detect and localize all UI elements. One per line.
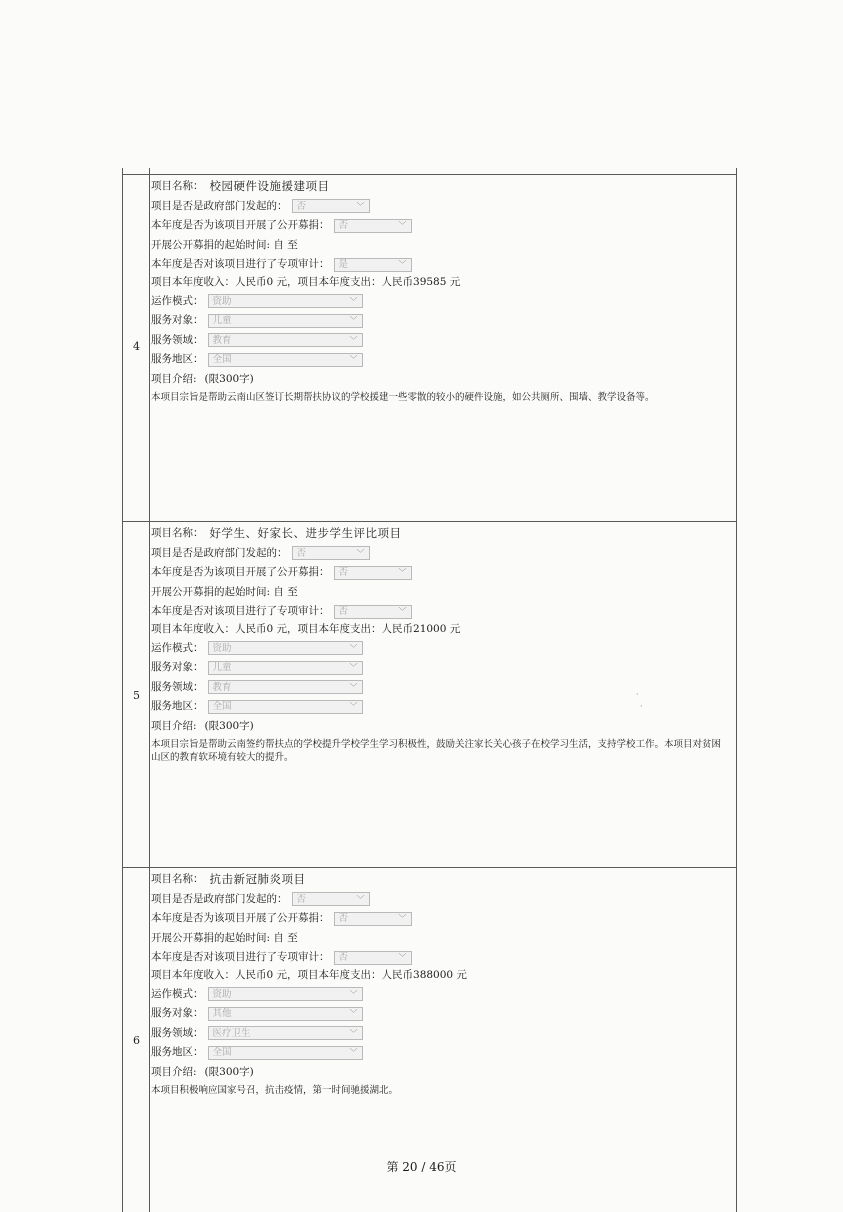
mode-row	[151, 985, 735, 1005]
public-raise-select[interactable]	[334, 219, 412, 233]
table-left-border	[122, 168, 123, 1212]
audit-select[interactable]	[334, 951, 412, 965]
public-raise-label: 本年度是否为该项目开展了公开募捐：	[151, 566, 330, 578]
project-block	[151, 870, 735, 1097]
audit-select[interactable]	[334, 258, 412, 272]
target-value: 其他	[212, 1008, 232, 1019]
gov-initiated-row	[151, 544, 735, 564]
project-name-label: 项目名称：	[151, 527, 204, 539]
chevron-down-icon: ﹀	[349, 296, 358, 306]
chevron-down-icon: ﹀	[349, 335, 358, 345]
audit-value: 是	[338, 259, 349, 270]
project-name-label: 项目名称：	[151, 873, 204, 885]
gov-initiated-label: 项目是否是政府部门发起的：	[151, 546, 288, 559]
audit-label: 本年度是否对该项目进行了专项审计：	[151, 605, 330, 617]
project-name-value: 好学生、好家长、进步学生评比项目	[209, 526, 402, 540]
intro-limit: (限300字)	[204, 372, 254, 385]
intro-label: 项目介绍:	[151, 372, 197, 385]
table-row-divider	[122, 867, 737, 868]
audit-value: 否	[338, 952, 349, 963]
project-block	[151, 177, 735, 404]
region-value: 全国	[212, 1047, 232, 1058]
gov-initiated-label: 项目是否是政府部门发起的：	[151, 199, 288, 212]
mode-value: 资助	[212, 295, 232, 307]
chevron-down-icon: ﹀	[349, 1048, 358, 1057]
mode-select[interactable]	[208, 294, 363, 308]
public-raise-row	[151, 909, 735, 929]
project-name-value: 抗击新冠肺炎项目	[209, 872, 306, 886]
gov-initiated-value: 否	[296, 547, 307, 559]
audit-row	[151, 255, 735, 275]
target-select[interactable]	[208, 661, 363, 675]
gov-initiated-select[interactable]	[292, 892, 370, 906]
table-column-divider	[149, 168, 150, 1212]
chevron-down-icon: ﹀	[398, 221, 407, 230]
gov-initiated-row	[151, 197, 735, 217]
raise-start-row	[151, 929, 735, 949]
region-label: 服务地区：	[151, 1046, 204, 1058]
chevron-down-icon: ﹀	[349, 989, 358, 999]
region-label: 服务地区：	[151, 353, 204, 365]
target-label: 服务对象：	[151, 661, 204, 673]
chevron-down-icon: ﹀	[398, 914, 407, 923]
row-number: 5	[133, 689, 140, 702]
field-row	[151, 678, 735, 698]
gov-initiated-select[interactable]	[292, 546, 370, 560]
chevron-down-icon: ﹀	[349, 355, 358, 364]
intro-label: 项目介绍:	[151, 1065, 197, 1078]
field-row	[151, 1024, 735, 1044]
public-raise-value: 否	[338, 567, 349, 578]
gov-initiated-row	[151, 890, 735, 910]
finance-text: 项目本年度收入：人民币0 元，项目本年度支出：人民币39585 元	[151, 276, 461, 289]
region-select[interactable]	[208, 1046, 363, 1060]
region-label: 服务地区：	[151, 700, 204, 712]
field-value: 医疗卫生	[212, 1027, 251, 1039]
target-label: 服务对象：	[151, 314, 204, 326]
chevron-down-icon: ﹀	[398, 953, 407, 962]
mode-label: 运作模式：	[151, 987, 204, 1000]
chevron-down-icon: ﹀	[349, 702, 358, 711]
raise-start-row	[151, 583, 735, 603]
target-select[interactable]	[208, 314, 363, 328]
raise-start-row	[151, 236, 735, 256]
intro-limit: (限300字)	[204, 719, 254, 732]
raise-start-label: 开展公开募捐的起始时间: 自 至	[151, 238, 298, 251]
region-value: 全国	[212, 701, 232, 712]
finance-text: 项目本年度收入：人民币0 元，项目本年度支出：人民币388000 元	[151, 969, 467, 982]
field-value: 教育	[212, 681, 232, 693]
chevron-down-icon: ﹀	[349, 682, 358, 692]
mode-select[interactable]	[208, 987, 363, 1001]
finance-row	[151, 622, 735, 639]
row-number: 6	[133, 1034, 140, 1047]
chevron-down-icon: ﹀	[349, 316, 358, 325]
chevron-down-icon: ﹀	[356, 201, 365, 211]
audit-label: 本年度是否对该项目进行了专项审计：	[151, 951, 330, 963]
public-raise-select[interactable]	[334, 566, 412, 580]
project-name-label: 项目名称：	[151, 180, 204, 192]
chevron-down-icon: ﹀	[398, 607, 407, 616]
finance-row	[151, 275, 735, 292]
chevron-down-icon: ﹀	[356, 548, 365, 558]
public-raise-row	[151, 216, 735, 236]
target-value: 儿童	[212, 315, 232, 326]
mode-row	[151, 639, 735, 659]
public-raise-value: 否	[338, 220, 349, 231]
chevron-down-icon: ﹀	[349, 1028, 358, 1038]
mode-row	[151, 292, 735, 312]
audit-select[interactable]	[334, 605, 412, 619]
chevron-down-icon: ﹀	[349, 643, 358, 653]
target-select[interactable]	[208, 1007, 363, 1021]
gov-initiated-select[interactable]	[292, 199, 370, 213]
target-row	[151, 311, 735, 331]
intro-row	[151, 370, 735, 390]
field-value: 教育	[212, 334, 232, 346]
field-select[interactable]	[208, 1026, 363, 1040]
field-select[interactable]	[208, 333, 363, 347]
public-raise-row	[151, 563, 735, 583]
chevron-down-icon: ﹀	[349, 1009, 358, 1018]
page-footer: 第 20 / 46页	[386, 1160, 457, 1174]
field-label: 服务领域：	[151, 333, 204, 346]
chevron-down-icon: ﹀	[349, 663, 358, 672]
intro-row	[151, 1063, 735, 1083]
public-raise-value: 否	[338, 913, 349, 924]
target-value: 儿童	[212, 662, 232, 673]
project-name-value: 校园硬件设施援建项目	[209, 179, 330, 193]
field-label: 服务领域：	[151, 1026, 204, 1039]
intro-limit: (限300字)	[204, 1065, 254, 1078]
public-raise-label: 本年度是否为该项目开展了公开募捐：	[151, 219, 330, 231]
chevron-down-icon: ﹀	[356, 894, 365, 904]
intro-row	[151, 717, 735, 737]
project-name-row	[151, 870, 735, 890]
table-right-border	[736, 168, 737, 1212]
project-block	[151, 524, 735, 764]
table-top-border	[122, 174, 737, 175]
project-description: 本项目宗旨是帮助云南签约帮扶点的学校提升学校学生学习积极性，鼓励关注家长关心孩子在校学习生活，支持学校工作。本项目对贫困山区的教育软环境有较大的提升。	[151, 739, 722, 763]
project-description: 本项目宗旨是帮助云南山区签订长期帮扶协议的学校援建一些零散的较小的硬件设施，如公共厕所、围墙、教学设备等。	[151, 392, 655, 403]
field-row	[151, 331, 735, 351]
intro-label: 项目介绍:	[151, 719, 197, 732]
audit-row	[151, 948, 735, 968]
region-select[interactable]	[208, 353, 363, 367]
field-label: 服务领域：	[151, 680, 204, 693]
region-row	[151, 697, 735, 717]
region-select[interactable]	[208, 700, 363, 714]
public-raise-label: 本年度是否为该项目开展了公开募捐：	[151, 912, 330, 924]
region-value: 全国	[212, 354, 232, 365]
mode-value: 资助	[212, 988, 232, 1000]
finance-row	[151, 968, 735, 985]
target-row	[151, 658, 735, 678]
raise-start-label: 开展公开募捐的起始时间: 自 至	[151, 585, 298, 598]
chevron-down-icon: ﹀	[398, 260, 407, 269]
scan-speck: ·	[640, 702, 643, 711]
audit-value: 否	[338, 606, 349, 617]
chevron-down-icon: ﹀	[398, 568, 407, 577]
project-description: 本项目积极响应国家号召，抗击疫情，第一时间驰援湖北。	[151, 1085, 399, 1096]
table-row-divider	[122, 521, 737, 522]
mode-label: 运作模式：	[151, 641, 204, 654]
region-row	[151, 350, 735, 370]
project-name-row	[151, 524, 735, 544]
audit-row	[151, 602, 735, 622]
mode-value: 资助	[212, 642, 232, 654]
target-label: 服务对象：	[151, 1007, 204, 1019]
scan-speck: ·	[636, 690, 639, 699]
project-name-row	[151, 177, 735, 197]
audit-label: 本年度是否对该项目进行了专项审计：	[151, 258, 330, 270]
mode-label: 运作模式：	[151, 294, 204, 307]
gov-initiated-value: 否	[296, 200, 307, 212]
target-row	[151, 1004, 735, 1024]
gov-initiated-label: 项目是否是政府部门发起的：	[151, 892, 288, 905]
region-row	[151, 1043, 735, 1063]
row-number: 4	[133, 340, 140, 353]
public-raise-select[interactable]	[334, 912, 412, 926]
mode-select[interactable]	[208, 641, 363, 655]
gov-initiated-value: 否	[296, 893, 307, 905]
finance-text: 项目本年度收入：人民币0 元，项目本年度支出：人民币21000 元	[151, 623, 461, 636]
field-select[interactable]	[208, 680, 363, 694]
raise-start-label: 开展公开募捐的起始时间: 自 至	[151, 931, 298, 944]
